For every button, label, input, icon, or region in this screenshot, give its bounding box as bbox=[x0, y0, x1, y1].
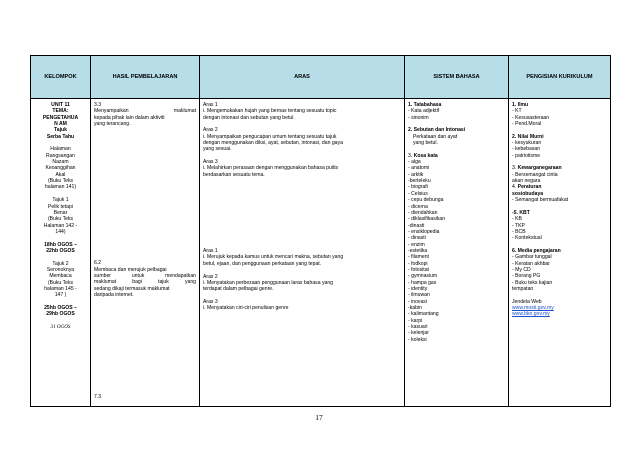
vocabulary-item: - enzim bbox=[408, 241, 425, 248]
list-item: - Kesusasteraan bbox=[512, 114, 550, 121]
list-item: - Bersemangat cinta bbox=[512, 171, 558, 178]
aras-text: i. Menyatakan perbezaan penggunaan laras bahasa yang bbox=[203, 279, 333, 286]
vocabulary-item: - dinasti bbox=[408, 235, 426, 242]
media-heading: 6. Media pengajaran bbox=[512, 247, 561, 254]
peraturan-label: Peraturan bbox=[517, 184, 542, 191]
sebutan-text: Perkataan dan ayat bbox=[413, 133, 458, 140]
aras-text: i. Mengemukakan hujah yang bernas tentang sesuatu topic bbox=[203, 108, 337, 115]
vocabulary-item: - hampa gas bbox=[408, 279, 437, 286]
list-item: - Keratan akhbar bbox=[512, 260, 550, 267]
unit-label: UNIT 11 bbox=[51, 102, 70, 108]
vocabulary-item: - fodkopi bbox=[408, 260, 428, 267]
date-range-1: 22hb OGOS bbox=[46, 247, 75, 254]
vocabulary-item: - identity bbox=[408, 285, 428, 292]
list-item: akan negara bbox=[512, 178, 541, 185]
outcome-text: Menyampaikan maklumat bbox=[94, 108, 196, 115]
outcome-text: sedang dikaji termasuk maklumat bbox=[94, 285, 170, 292]
aras-text: yang sesuai. bbox=[203, 146, 232, 153]
vocabulary-item: - alga bbox=[408, 159, 421, 166]
list-item: - kesyukuran bbox=[512, 140, 542, 147]
ilmu-heading: 1. Ilmu bbox=[512, 102, 529, 108]
vocabulary-list bbox=[408, 159, 505, 343]
list-item: - Kontekstual bbox=[512, 235, 542, 242]
vocabulary-item: - diendahkan bbox=[408, 209, 438, 216]
vocabulary-item: - cepu debunga bbox=[408, 197, 444, 204]
sistem-bahasa-cell bbox=[405, 99, 509, 407]
outcome-number: 7.3 bbox=[94, 394, 102, 401]
outcome-number: 3.3 bbox=[94, 102, 102, 108]
tema-name-1: PENGETAHUA bbox=[42, 114, 79, 121]
vocabulary-item: - kasuari bbox=[408, 324, 428, 331]
date-range-3: 31 OGOS bbox=[50, 324, 71, 331]
outcome-text: daripada internet. bbox=[94, 292, 134, 299]
kelompok-cell bbox=[31, 99, 91, 407]
list-item: - kebebasan bbox=[512, 146, 541, 153]
date-range-1: 18hb OGOS – bbox=[44, 241, 77, 248]
peraturan-number: 4. bbox=[512, 184, 518, 191]
sebutan-text: yang betul. bbox=[413, 140, 438, 147]
table-header-row bbox=[31, 56, 611, 99]
list-item: - My CD bbox=[512, 266, 531, 273]
list-item: - sinonim bbox=[408, 114, 429, 121]
header-kelompok: KELOMPOK bbox=[31, 56, 91, 99]
list-item: - BCB bbox=[512, 228, 526, 235]
list-item: - Borang PG bbox=[512, 273, 541, 280]
aras-text: berdasarkan sesuatu tema. bbox=[203, 171, 265, 178]
page-number: 17 bbox=[315, 413, 323, 422]
mosti-link[interactable]: www.mosti.gov.my bbox=[512, 305, 554, 311]
list-item: - KT bbox=[512, 108, 522, 115]
kosa-kata-number: 3. bbox=[408, 152, 414, 159]
tajuk1-line: Benar bbox=[53, 209, 68, 216]
halaman-line: Halaman bbox=[50, 146, 71, 153]
vocabulary-item: - fotositat bbox=[408, 266, 429, 273]
outcome-text: Membaca dan merujuk pelbagai bbox=[94, 266, 167, 273]
list-item: - Kata adjektif bbox=[408, 108, 440, 115]
vocabulary-item: -estetika bbox=[408, 247, 428, 254]
list-item: - KB bbox=[512, 216, 522, 223]
aras-text: dengan menggunakan diksi, ayat, sebutan, intonasi, dan gaya bbox=[203, 140, 343, 147]
vocabulary-item: - gymnasium bbox=[408, 273, 438, 280]
table-body-row bbox=[31, 99, 611, 407]
kewarganegaraan-number: 3. bbox=[512, 165, 518, 172]
sebutan-heading: 2. Sebutan dan Intonasi bbox=[408, 127, 466, 134]
list-item: - Gambar tunggal bbox=[512, 254, 552, 261]
list-item: - Pend.Moral bbox=[512, 121, 542, 128]
aras-text: dengan intonasi dan sebutan yang betul. bbox=[203, 114, 295, 121]
outcome-text: yang terancang. bbox=[94, 121, 131, 128]
vocabulary-item: - arktik bbox=[408, 171, 424, 178]
halaman-line: Keoanggihan bbox=[45, 165, 76, 172]
nilai-murni-heading: 2. Nilai Murni bbox=[512, 133, 544, 140]
tajuk1-line: Halaman 142 - bbox=[43, 222, 78, 229]
vocabulary-item: - ilmuwan bbox=[408, 292, 430, 299]
vocabulary-item: -berteleku bbox=[408, 178, 431, 185]
header-sistem-bahasa: SISTEM BAHASA bbox=[405, 56, 509, 99]
kosa-kata-label: Kosa kata bbox=[413, 152, 438, 159]
aras-text: i. Menyatakan ciri-ciri penulisan genre bbox=[203, 305, 289, 312]
kbt-heading: -5. KBT bbox=[512, 209, 530, 216]
header-hasil-pembelajaran: HASIL PEMBELAJARAN bbox=[91, 56, 200, 99]
hasil-cell bbox=[91, 99, 200, 407]
vocabulary-item: - kalimantang bbox=[408, 311, 439, 318]
halaman-line: Nazam bbox=[52, 159, 69, 166]
halaman-line: (Buku Teks bbox=[47, 178, 74, 185]
jendela-web-heading: Jendela Web bbox=[512, 298, 542, 305]
aras-heading: Aras 2 bbox=[203, 273, 218, 280]
tajuk1-line: 144) bbox=[55, 228, 66, 235]
aras-heading: Aras 2 bbox=[203, 127, 218, 134]
list-item: - TKP bbox=[512, 222, 525, 229]
kewarganegaraan-label: Kewarganegaraan bbox=[517, 165, 562, 172]
list-item: tempatan bbox=[512, 285, 534, 292]
tatabahasa-heading: 1. Tatabahasa bbox=[408, 102, 442, 108]
aras-text: terdapat dalam pelbagai genre. bbox=[203, 286, 274, 293]
list-item: - Buku teks kajian bbox=[512, 279, 553, 286]
outcome-text: sumber untuk mendapatkan bbox=[94, 273, 196, 280]
aras-text: i. Merujuk kepada kamus untuk mencari makna, sebutan yang bbox=[203, 254, 344, 261]
halaman-line: Akal bbox=[55, 171, 66, 178]
header-pengisian-kurikulum: PENGISIAN KURIKULUM bbox=[509, 56, 611, 99]
vocabulary-item: - diklasifikasikan bbox=[408, 216, 446, 223]
list-item: - patriotisme bbox=[512, 152, 541, 159]
tajuk1-line: Pelik tetapi bbox=[48, 203, 73, 210]
bkn-link[interactable]: www.bkn.gov.my bbox=[512, 311, 550, 318]
date-range-2: 29hb OGOS bbox=[46, 311, 75, 318]
tajuk2-line: Seronoknya bbox=[46, 266, 75, 273]
vocabulary-item: -dinasti bbox=[408, 222, 425, 229]
vocabulary-item: - karpi bbox=[408, 317, 423, 324]
vocabulary-item: - kelenjar bbox=[408, 330, 429, 337]
tema-label: TEMA: bbox=[52, 108, 69, 115]
aras-text: betul, ejaan, dan penggunaan perkataan yang tepat. bbox=[203, 260, 322, 267]
pengisian-cell bbox=[509, 99, 611, 407]
vocabulary-item: - Celsius bbox=[408, 190, 428, 197]
halaman-line: Rangsangan bbox=[46, 152, 75, 159]
tajuk1-line: Tajuk 1 bbox=[52, 197, 69, 204]
vocabulary-item: -kabin bbox=[408, 305, 422, 311]
outcome-number: 6.2 bbox=[94, 260, 102, 267]
aras-heading: Aras 3 bbox=[203, 298, 218, 305]
tajuk2-line: 147 ) bbox=[54, 292, 67, 299]
outcome-text: maklumat bagi tajuk yang bbox=[94, 279, 196, 286]
date-range-2: 25hb OGOS – bbox=[44, 305, 77, 311]
tajuk-name: Serba Tahu bbox=[46, 133, 75, 140]
tema-name-2: N AM bbox=[54, 121, 67, 128]
tajuk2-line: halaman 145 - bbox=[44, 285, 77, 292]
vocabulary-item: - filament bbox=[408, 254, 429, 261]
aras-heading: Aras 3 bbox=[203, 159, 218, 166]
outcome-text: kepada pihak lain dalam aktiviti bbox=[94, 114, 165, 121]
aras-text: i. Melahirkan perasaan dengan menggunakan bahasa puitis bbox=[203, 165, 339, 172]
aras-text: i. Menyampaikan pengucapan umum tentang sesuatu tajuk bbox=[203, 133, 337, 140]
vocabulary-item: - koleksi bbox=[408, 336, 427, 343]
sosiobudaya-label: sosiobudaya bbox=[512, 190, 544, 197]
aras-cell bbox=[200, 99, 405, 407]
vocabulary-item: - dicerna bbox=[408, 203, 428, 210]
list-item: - Semangat bermuafakat bbox=[512, 197, 569, 204]
vocabulary-item: - inovasi bbox=[408, 298, 427, 305]
tajuk2-line: (Buku Teks bbox=[47, 279, 74, 286]
aras-heading: Aras 1 bbox=[203, 248, 218, 255]
vocabulary-item: - ensiklopedia bbox=[408, 228, 440, 235]
halaman-line: halaman 141) bbox=[44, 184, 77, 191]
header-aras: ARAS bbox=[200, 56, 405, 99]
tajuk1-line: (Buku Teks bbox=[47, 216, 74, 223]
lesson-plan-table bbox=[30, 55, 611, 407]
aras-heading: Aras 1 bbox=[203, 102, 218, 108]
vocabulary-item: - anatomi bbox=[408, 165, 430, 172]
tajuk2-line: Membaca bbox=[49, 273, 72, 280]
vocabulary-item: - biografi bbox=[408, 184, 428, 191]
tajuk2-line: Tajuk 2 bbox=[52, 260, 69, 267]
tajuk-label: Tajuk bbox=[54, 127, 67, 134]
